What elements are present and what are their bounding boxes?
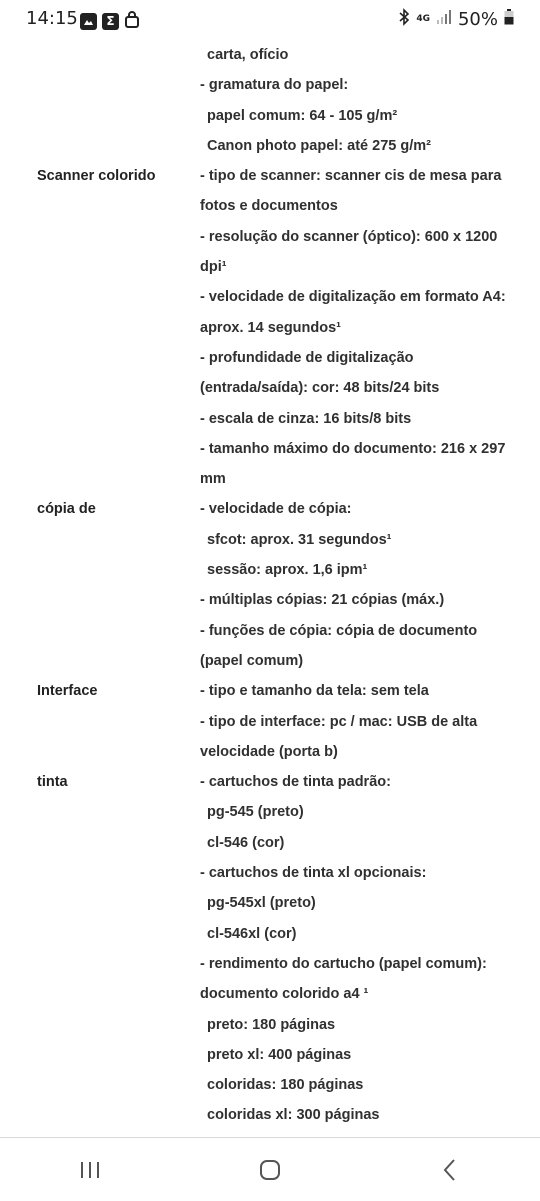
spec-row	[0, 40, 540, 161]
spec-table[interactable]	[0, 40, 540, 1136]
spec-line: cl-546 (cor)	[207, 834, 285, 851]
spec-values	[200, 161, 540, 494]
spec-values	[200, 676, 540, 767]
spec-line: - múltiplas cópias: 21 cópias (máx.)	[200, 592, 445, 609]
spec-line: dpi¹	[200, 259, 227, 276]
spec-line: carta, ofício	[207, 47, 289, 63]
spec-values	[200, 40, 540, 161]
spec-line: pg-545 (preto)	[207, 804, 304, 821]
home-icon	[258, 1158, 282, 1182]
recent-apps-icon	[78, 1160, 102, 1180]
spec-line: - tipo de scanner: scanner cis de mesa para	[200, 168, 502, 185]
spec-label: Scanner colorido	[37, 168, 156, 185]
spec-label: cópia de	[37, 501, 96, 518]
notification-icons	[80, 10, 140, 32]
spec-line: fotos e documentos	[200, 198, 338, 215]
spec-line: - cartuchos de tinta xl opcionais:	[200, 865, 427, 882]
gallery-icon	[80, 13, 97, 30]
spec-line: - tipo de interface: pc / mac: USB de alta	[200, 713, 478, 730]
spec-line: Canon photo papel: até 275 g/m²	[207, 137, 431, 154]
bluetooth-icon	[398, 8, 410, 31]
spec-line: - tipo e tamanho da tela: sem tela	[200, 683, 429, 700]
status-bar	[0, 0, 540, 40]
lock-icon	[124, 10, 140, 32]
spec-row	[0, 494, 540, 676]
spec-line: coloridas xl: 300 páginas	[207, 1107, 380, 1124]
spec-line: mm	[200, 471, 226, 488]
spec-label: tinta	[37, 774, 68, 791]
spec-line: coloridas: 180 páginas	[207, 1077, 364, 1094]
status-time: 14:15	[26, 8, 78, 29]
spec-row	[0, 676, 540, 767]
spec-line: preto: 180 páginas	[207, 1016, 336, 1033]
spec-line: pg-545xl (preto)	[207, 895, 316, 912]
spec-row	[0, 767, 540, 1131]
spec-values	[200, 767, 540, 1131]
spec-line: documento colorido a4 ¹	[200, 986, 369, 1003]
spec-line: - velocidade de cópia:	[200, 501, 352, 518]
spec-line: aprox. 14 segundos¹	[200, 319, 342, 336]
spec-line: - rendimento do cartucho (papel comum):	[200, 955, 487, 972]
spec-line: - tamanho máximo do documento: 216 x 297	[200, 440, 506, 457]
spec-line: papel comum: 64 - 105 g/m²	[207, 107, 398, 124]
spec-line: (papel comum)	[200, 652, 304, 669]
spec-line: - velocidade de digitalização em formato A4:	[200, 289, 506, 306]
spec-label	[0, 40, 200, 161]
back-button[interactable]	[420, 1150, 480, 1190]
spec-line: sfcot: aprox. 31 segundos¹	[207, 531, 392, 548]
sigma-icon: Σ	[102, 13, 119, 30]
spec-line: preto xl: 400 páginas	[207, 1046, 352, 1063]
battery-percent: 50%	[457, 9, 498, 30]
spec-label: Interface	[37, 683, 98, 700]
home-button[interactable]	[240, 1150, 300, 1190]
back-icon	[440, 1158, 460, 1182]
spec-values	[200, 494, 540, 676]
spec-line: velocidade (porta b)	[200, 743, 338, 760]
spec-line: - profundidade de digitalização	[200, 349, 414, 366]
spec-line: - funções de cópia: cópia de documento	[200, 622, 478, 639]
spec-line: sessão: aprox. 1,6 ipm¹	[207, 562, 368, 579]
spec-line: cl-546xl (cor)	[207, 925, 297, 942]
spec-row	[0, 161, 540, 494]
system-icons	[398, 8, 514, 31]
spec-line: (entrada/saída): cor: 48 bits/24 bits	[200, 380, 440, 397]
spec-line: - gramatura do papel:	[200, 77, 349, 94]
network-type: 4G	[416, 14, 430, 24]
recent-apps-button[interactable]	[60, 1150, 120, 1190]
signal-icon	[436, 9, 452, 30]
spec-line: - escala de cinza: 16 bits/8 bits	[200, 410, 412, 427]
spec-line: - resolução do scanner (óptico): 600 x 1200	[200, 228, 498, 245]
spec-line: - cartuchos de tinta padrão:	[200, 774, 391, 791]
navigation-bar	[0, 1137, 540, 1201]
battery-icon	[504, 9, 514, 30]
